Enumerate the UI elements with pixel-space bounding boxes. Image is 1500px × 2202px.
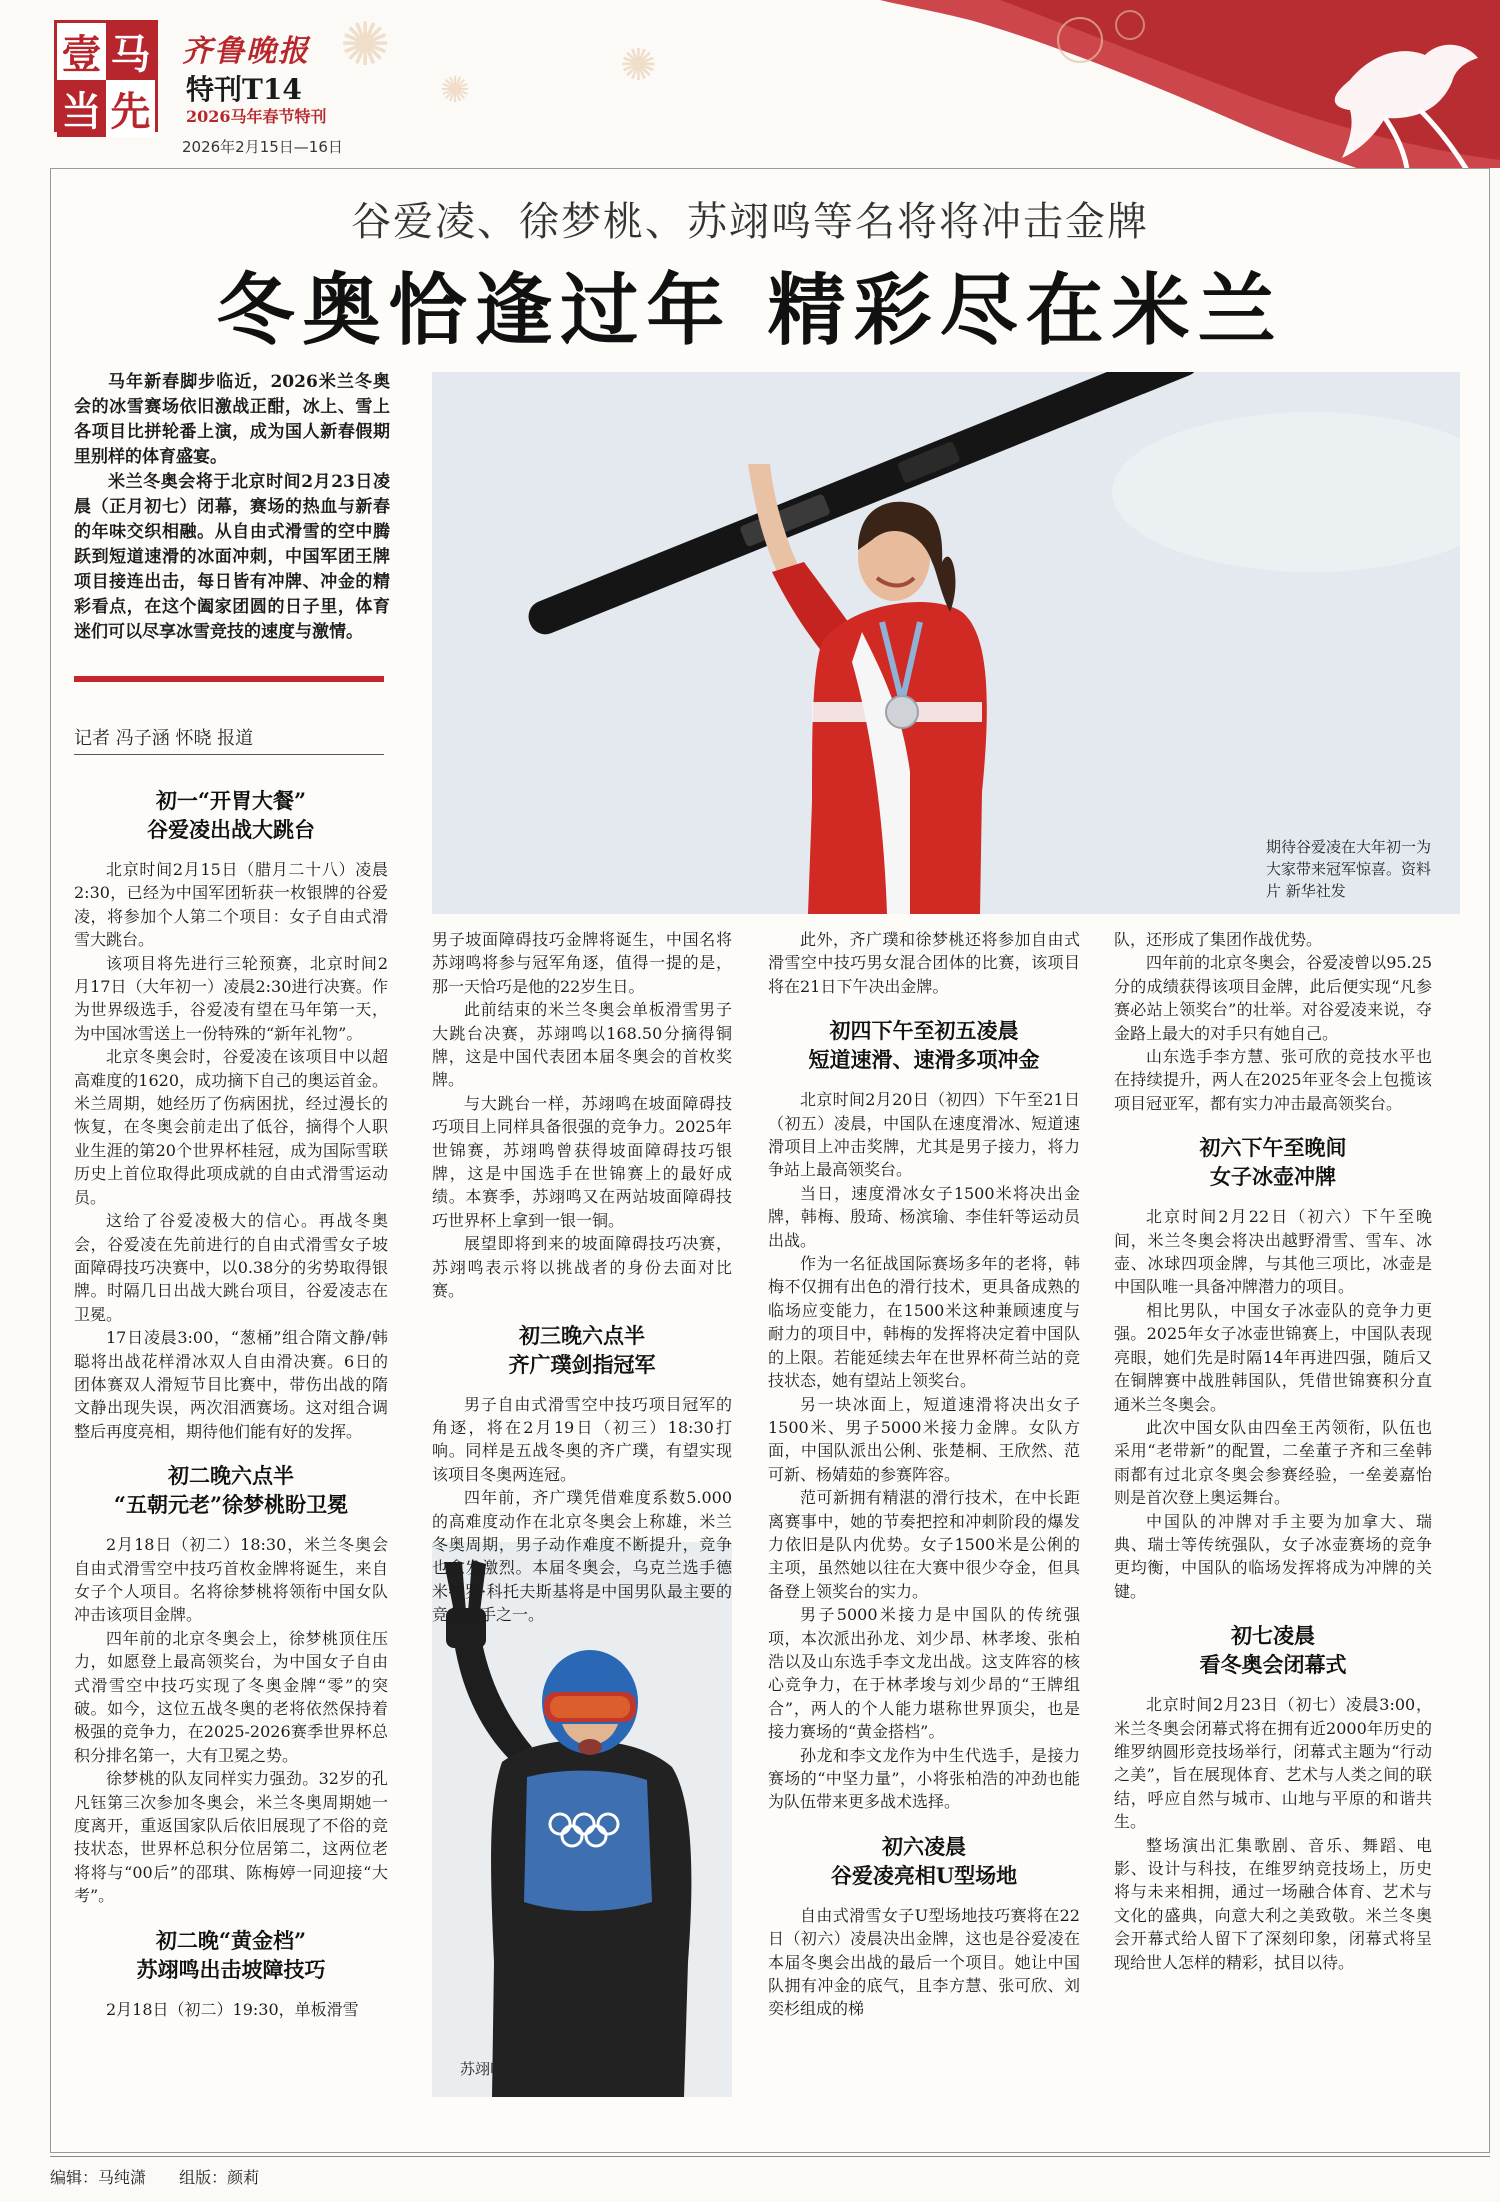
paragraph: 男子坡面障碍技巧金牌将诞生，中国名将苏翊鸣将参与冠军角逐，值得一提的是，那一天恰巧是他的22岁生日。: [432, 930, 732, 996]
article-column-2: [432, 928, 732, 1627]
paragraph: 北京时间2月23日（初七）凌晨3:00，米兰冬奥会闭幕式将在拥有近2000年历史的维罗纳圆形竞技场举行，闭幕式主题为“行动之美”，旨在展现体育、艺术与人类之间的联结，呼应自然与城市、山地与平原的和谐共生。: [1114, 1695, 1432, 1832]
paragraph: 四年前的北京冬奥会，谷爱凌曾以95.25分的成绩获得该项目金牌，此后便实现“凡参赛必站上领奖台”的壮举。对谷爱凌来说，夺金路上最大的对手只有她自己。: [1114, 953, 1432, 1043]
paragraph: 相比男队，中国女子冰壶队的竞争力更强。2025年女子冰壶世锦赛上，中国队表现亮眼，她们先是时隔14年再进四强，随后又在铜牌赛中战胜韩国队，凭借世锦赛积分直通米兰冬奥会。: [1114, 1300, 1432, 1414]
photo-caption: 期待谷爱凌在大年初一为大家带来冠军惊喜。资料片 新华社发: [1266, 838, 1432, 900]
lead-paragraphs: [74, 370, 390, 645]
paragraph: 北京冬奥会时，谷爱凌在该项目中以超高难度的1620，成功摘下自己的奥运首金。米兰周期，她经历了伤病困扰，经过漫长的恢复，在冬奥会前走出了低谷，摘得个人职业生涯的第20个世界杯桂冠，成为国际雪联历史上首位取得此项成就的自由式滑雪运动员。: [74, 1047, 388, 1207]
paragraph: 自由式滑雪女子U型场地技巧赛将在22日（初六）凌晨决出金牌，这也是谷爱凌在本届冬奥会出战的最后一个项目。她让中国队拥有冲金的底气，且李方慧、张可欣、刘奕杉组成的梯: [768, 1905, 1080, 2019]
special-issue-label: 2026马年春节特刊: [186, 107, 327, 126]
lead-paragraph: 马年新春脚步临近，2026米兰冬奥会的冰雪赛场依旧激战正酣，冰上、雪上各项目比拼轮番上演，成为国人新春假期里别样的体育盛宴。: [74, 372, 390, 467]
paragraph: 此次中国女队由四垒王芮领衔，队伍也采用“老带新”的配置，二垒董子齐和三垒韩雨都有过北京冬奥会参赛经验，一垒姜嘉怡则是首次登上奥运舞台。: [1114, 1417, 1432, 1508]
paragraph: 中国队的冲牌对手主要为加拿大、瑞典、瑞士等传统强队，女子冰壶赛场的竞争更均衡，中国队的临场发挥将成为冲牌的关键。: [1114, 1511, 1432, 1601]
section-heading: 初二晚六点半 “五朝元老”徐梦桃盼卫冕: [113, 1463, 349, 1518]
stamp-char: 壹: [57, 23, 106, 80]
paragraph: 队，还形成了集团作战优势。: [1114, 930, 1323, 949]
byline: 记者 冯子涵 怀晓 报道: [74, 724, 384, 755]
section-heading: 初六下午至晚间 女子冰壶冲牌: [1199, 1135, 1347, 1190]
paragraph: 该项目将先进行三轮预赛，北京时间2月17日（大年初一）凌晨2:30进行决赛。作为世界级选手，谷爱凌有望在马年第一天，为中国冰雪送上一份特殊的“新年礼物”。: [74, 953, 388, 1043]
paragraph: 四年前的北京冬奥会上，徐梦桃顶住压力，如愿登上最高领奖台，为中国女子自由式滑雪空中技巧实现了冬奥金牌“零”的突破。如今，这位五战冬奥的老将依然保持着极强的竞争力，在2025-2026赛季世界杯总积分排名第一，大有卫冕之势。: [74, 1628, 388, 1765]
section-heading: 初四下午至初五凌晨 短道速滑、速滑多项冲金: [808, 1018, 1040, 1073]
firework-decoration: ✺: [620, 40, 657, 91]
lead-paragraph: 米兰冬奥会将于北京时间2月23日凌晨（正月初七）闭幕，赛场的热血与新春的年味交织相融。从自由式滑雪的空中腾跃到短道速滑的冰面冲刺，中国军团王牌项目接连出击，每日皆有冲牌、冲金的精彩看点，在这个阖家团圆的日子里，体育迷们可以尽享冰雪竞技的速度与激情。: [74, 472, 390, 642]
section-heading: 初一“开胃大餐” 谷爱凌出战大跳台: [147, 788, 315, 842]
red-divider: [74, 676, 384, 682]
paragraph: 范可新拥有精湛的滑行技术，在中长距离赛事中，她的节奏把控和冲刺阶段的爆发力依旧是队内优势。女子1500米是公俐的主项，虽然她以往在大赛中很少夺金，但具备登上领奖台的实力。: [768, 1488, 1080, 1601]
layout-credit: 组版：颜莉: [179, 2168, 260, 2187]
paragraph: 另一块冰面上，短道速滑将决出女子1500米、男子5000米接力金牌。女队方面，中国队派出公俐、张楚桐、王欣然、范可新、杨婧茹的参赛阵容。: [768, 1394, 1080, 1484]
issue-date: 2026年2月15日—16日: [182, 138, 343, 156]
paragraph: 2月18日（初二）18:30，米兰冬奥会自由式滑雪空中技巧首枚金牌将诞生，来自女子个人项目。名将徐梦桃将领衔中国女队冲击该项目金牌。: [74, 1535, 388, 1625]
paragraph: 与大跳台一样，苏翊鸣在坡面障碍技巧项目上同样具备很强的竞争力。2025年世锦赛，苏翊鸣曾获得坡面障碍技巧银牌，这是中国选手在世锦赛上的最好成绩。本赛季，苏翊鸣又在两站坡面障碍技巧世界杯上拿到一银一铜。: [432, 1093, 732, 1230]
stamp-logo: [54, 20, 158, 135]
stamp-char: 当: [57, 80, 106, 137]
section-label: 特刊T14: [186, 73, 302, 106]
editor-credit: 编辑：马纯潇: [50, 2168, 147, 2187]
section-heading: 初七凌晨 看冬奥会闭幕式: [1199, 1623, 1347, 1678]
photo-caption: 苏翊鸣实力不俗。 新华社发: [460, 2060, 645, 2078]
athlete-illustration: [432, 372, 1460, 914]
stamp-char: 先: [106, 80, 155, 137]
section-heading: 初六凌晨 谷爱凌亮相U型场地: [830, 1833, 1018, 1888]
paragraph: 山东选手李方慧、张可欣的竞技水平也在持续提升，两人在2025年亚冬会上包揽该项目冠亚军，都有实力冲击最高领奖台。: [1114, 1047, 1432, 1113]
paragraph: 北京时间2月15日（腊月二十八）凌晨2:30，已经为中国军团斩获一枚银牌的谷爱凌，将参加个人第二个项目：女子自由式滑雪大跳台。: [74, 860, 388, 950]
paragraph: 2月18日（初二）19:30，单板滑雪: [106, 1999, 359, 2019]
paragraph: 男子自由式滑雪空中技巧项目冠军的角逐，将在2月19日（初三）18:30打响。同样是五战冬奥的齐广璞，有望实现该项目冬奥两连冠。: [432, 1394, 732, 1484]
decorative-horse-banner: [880, 0, 1500, 168]
article-subtitle: 谷爱凌、徐梦桃、苏翊鸣等名将将冲击金牌: [351, 199, 1149, 245]
firework-decoration: ✺: [440, 70, 471, 111]
stamp-char: 马: [106, 23, 155, 80]
paragraph: 展望即将到来的坡面障碍技巧决赛，苏翊鸣表示将以挑战者的身份去面对比赛。: [432, 1234, 732, 1301]
photo-gu-ailing: [432, 372, 1460, 914]
paragraph: 北京时间2月20日（初四）下午至21日（初五）凌晨，中国队在速度滑冰、短道速滑项目上冲击奖牌，尤其是男子接力，将力争站上最高领奖台。: [768, 1090, 1080, 1180]
newspaper-name: 齐鲁晚报: [182, 34, 310, 69]
page-footer: [50, 2156, 1490, 2188]
section-heading: 初二晚“黄金档” 苏翊鸣出击坡障技巧: [136, 1927, 326, 1982]
paragraph: 当日，速度滑冰女子1500米将决出金牌，韩梅、殷琦、杨滨瑜、李佳轩等运动员出战。: [768, 1183, 1080, 1250]
article-column-1: [74, 786, 388, 2021]
masthead: [0, 0, 1500, 168]
paragraph: 这给了谷爱凌极大的信心。再战冬奥会，谷爱凌在先前进行的自由式滑雪女子坡面障碍技巧决赛中，以0.38分的劣势取得银牌。时隔几日出战大跳台项目，谷爱凌志在卫冕。: [74, 1211, 388, 1324]
paragraph: 此外，齐广璞和徐梦桃还将参加自由式滑雪空中技巧男女混合团体的比赛，该项目将在21日下午决出金牌。: [768, 930, 1080, 996]
article-headline: 冬奥恰逢过年 精彩尽在米兰: [216, 265, 1284, 356]
paragraph: 17日凌晨3:00，“葱桶”组合隋文静/韩聪将出战花样滑冰双人自由滑决赛。6日的团体赛双人滑短节目比赛中，带伤出战的隋文静出现失误，两次泪洒赛场。这对组合调整后再度亮相，期待他们能有好的发挥。: [74, 1328, 388, 1441]
paragraph: 男子5000米接力是中国队的传统强项，本次派出孙龙、刘少昂、林孝埈、张柏浩以及山东选手李文龙出战。这支阵容的核心竞争力，在于林孝埈与刘少昂的“王牌组合”，两人的个人能力堪称世界顶尖，也是接力赛场的“黄金搭档”。: [768, 1605, 1080, 1742]
paragraph: 四年前，齐广璞凭借难度系数5.000的高难度动作在北京冬奥会上称雄，米兰冬奥周期，男子动作难度不断提升，竞争也愈发激烈。本届冬奥会，乌克兰选手德米特罗·科托夫斯基将是中国男队最主要的竞争对手之一。: [432, 1488, 732, 1625]
paragraph: 徐梦桃的队友同样实力强劲。32岁的孔凡钰第三次参加冬奥会，米兰冬奥周期她一度离开，重返国家队后依旧展现了不俗的竞技状态，世界杯总积分位居第二，这两位老将将与“00后”的邵琪、陈梅婷一同迎接“大考”。: [74, 1769, 388, 1906]
paragraph: 作为一名征战国际赛场多年的老将，韩梅不仅拥有出色的滑行技术，更具备成熟的临场应变能力，在1500米这种兼顾速度与耐力的项目中，韩梅的发挥将决定着中国队的上限。若能延续去年在世界杯荷兰站的竞技状态，她有望站上领奖台。: [768, 1254, 1080, 1391]
firework-decoration: ✺: [340, 10, 391, 80]
paragraph: 北京时间2月22日（初六）下午至晚间，米兰冬奥会将决出越野滑雪、雪车、冰壶、冰球四项金牌，与其他三项比，冰壶是中国队唯一具备冲牌潜力的项目。: [1114, 1207, 1432, 1297]
section-heading: 初三晚六点半 齐广璞剑指冠军: [508, 1322, 656, 1377]
paragraph: 孙龙和李文龙作为中生代选手，是接力赛场的“中坚力量”，小将张柏浩的冲劲也能为队伍带来更多战术选择。: [768, 1745, 1080, 1812]
paragraph: 整场演出汇集歌剧、音乐、舞蹈、电影、设计与科技，在维罗纳竞技场上，历史将与未来相拥，通过一场融合体育、艺术与文化的盛典，向意大利之美致敬。米兰冬奥会开幕式给人留下了深刻印象，闭幕式将呈现给世人怎样的精彩，拭目以待。: [1114, 1835, 1432, 1972]
paragraph: 此前结束的米兰冬奥会单板滑雪男子大跳台决赛，苏翊鸣以168.50分摘得铜牌，这是中国代表团本届冬奥会的首枚奖牌。: [432, 1000, 732, 1090]
article-column-4: [1114, 928, 1432, 1974]
article-column-3: [768, 928, 1080, 2021]
